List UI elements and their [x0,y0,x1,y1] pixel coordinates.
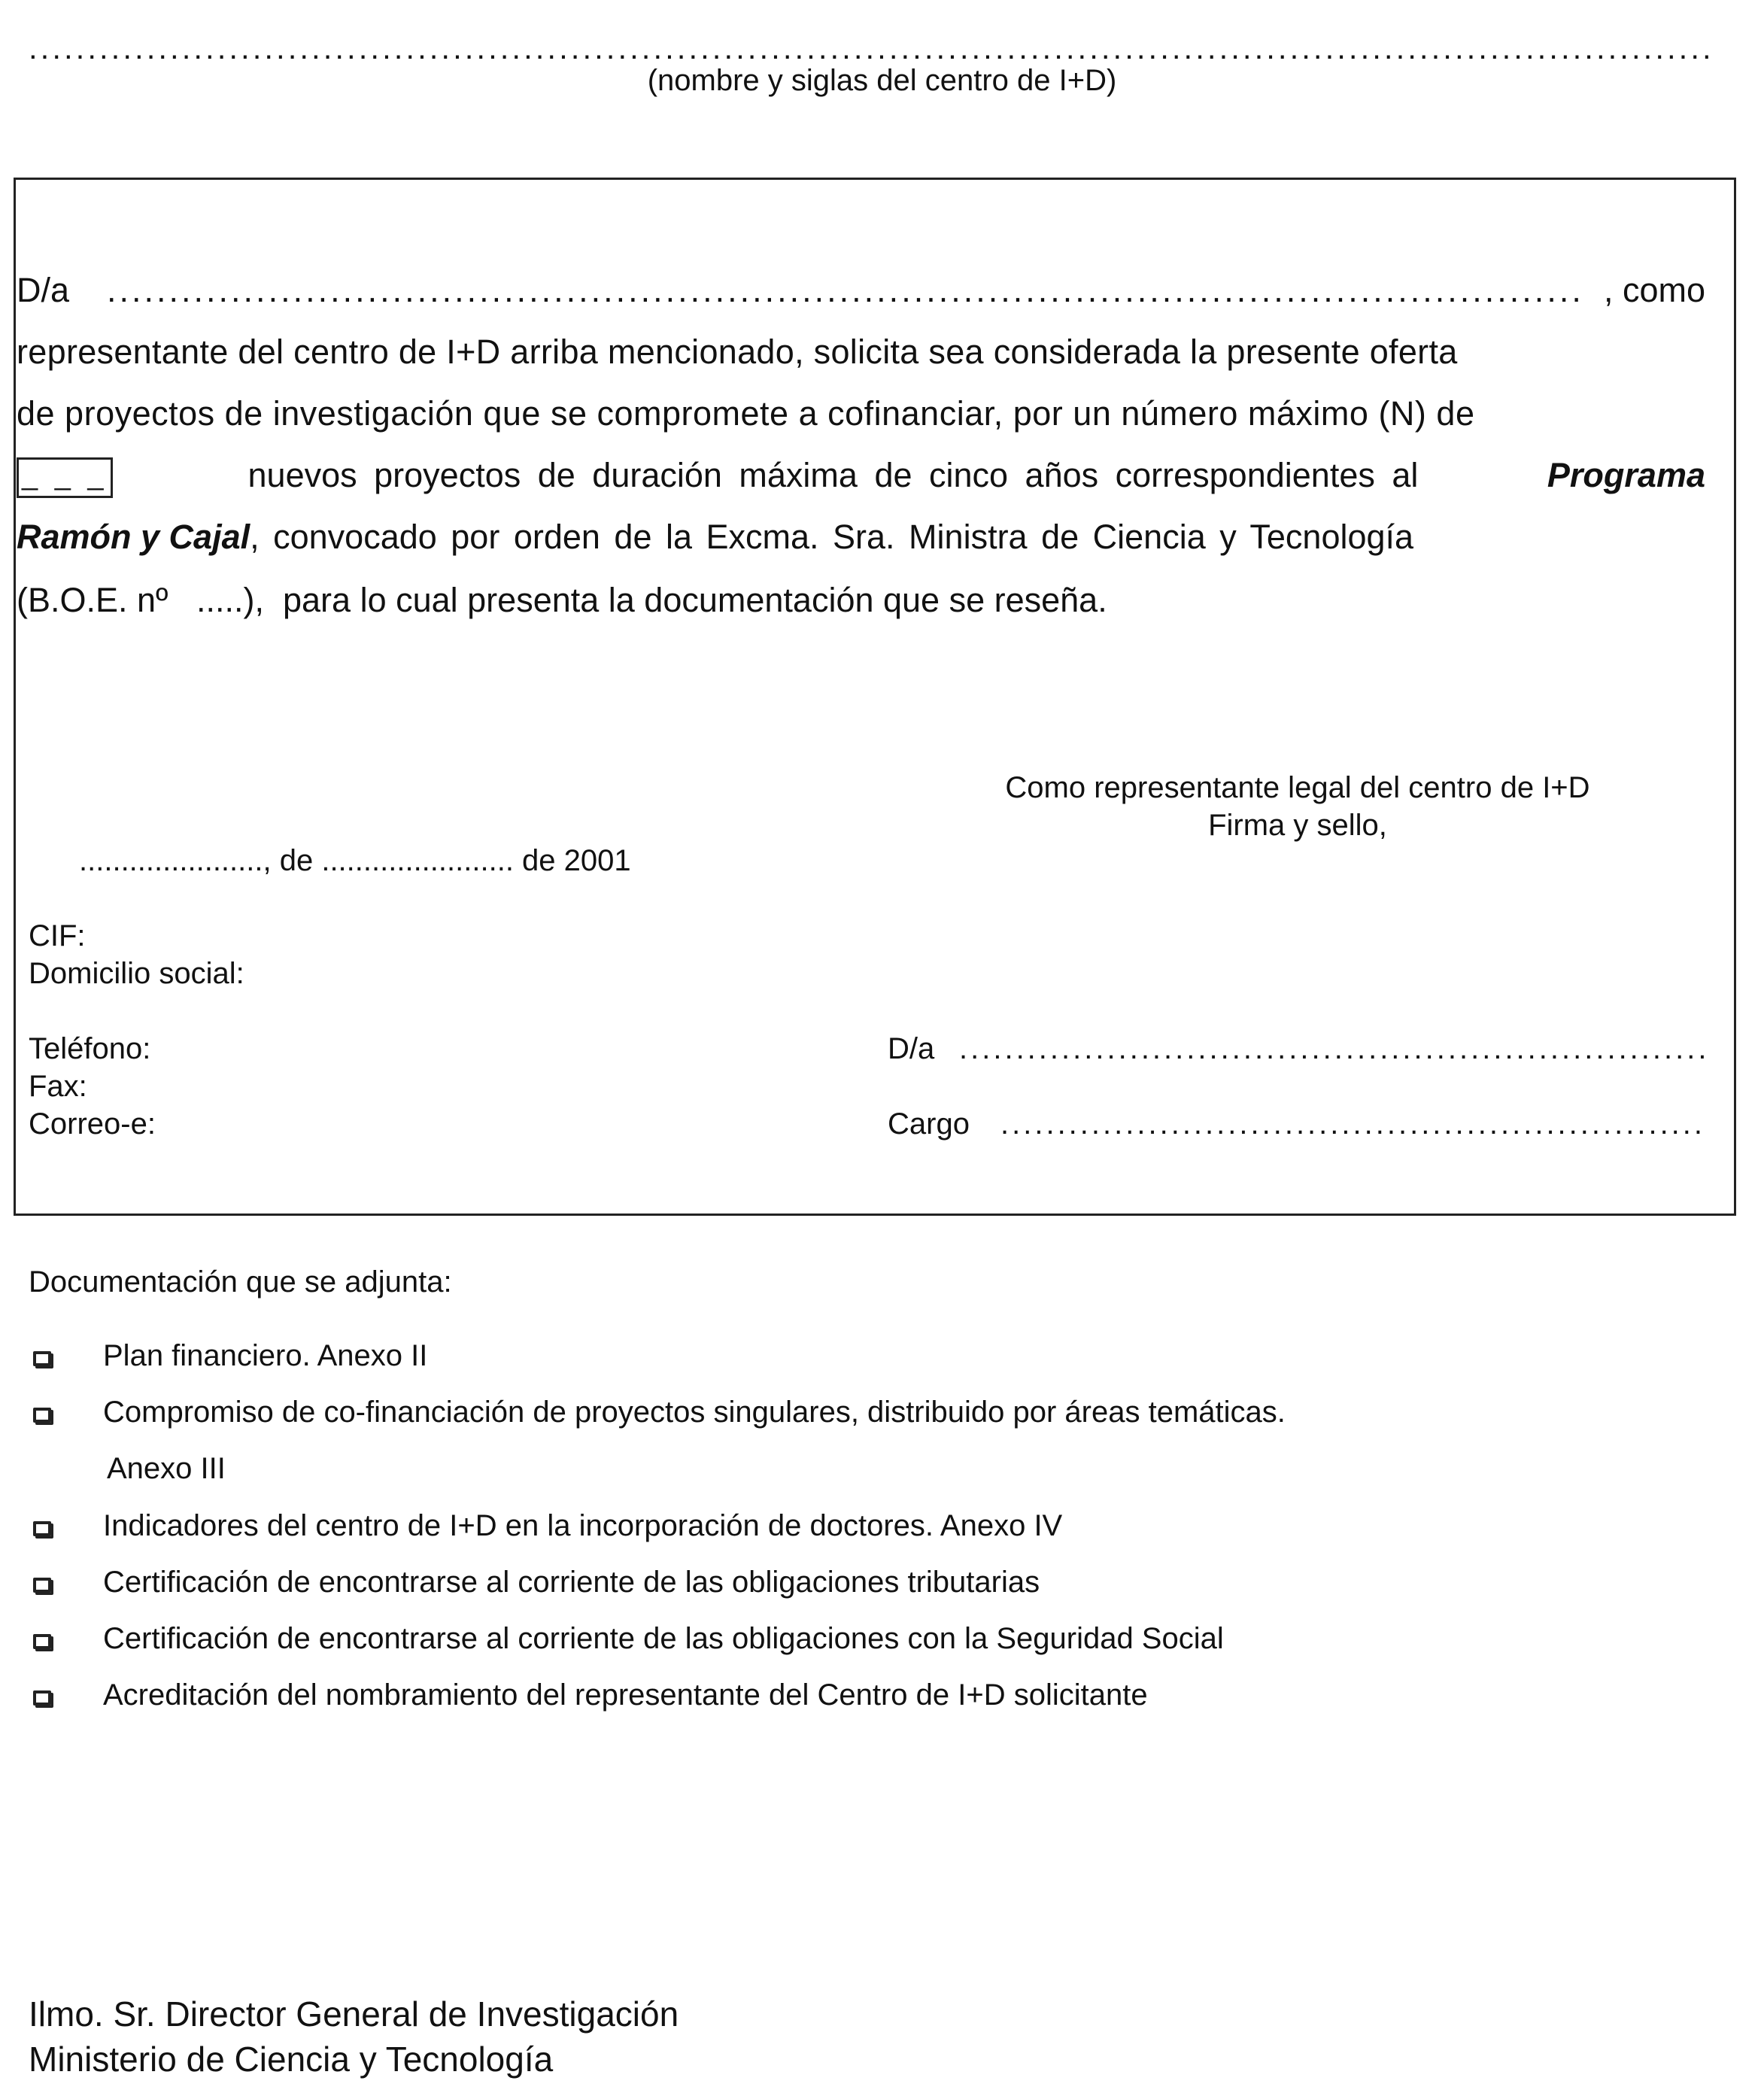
document-item: Certificación de encontrarse al corriente de las obligaciones con la Seguridad Social [103,1622,1224,1655]
checkbox-icon[interactable] [33,1634,51,1649]
signature-label [865,769,1730,844]
line1-end: , como [1603,271,1705,309]
center-name-dotted-line [29,30,1714,68]
signer-name-dotted-line [959,1032,1711,1070]
document-item-continuation: Anexo III [107,1452,226,1485]
addressee-line1: Ilmo. Sr. Director General de Investigación [29,1994,679,2034]
checkbox-icon[interactable] [33,1351,51,1366]
request-line-5 [17,506,1413,568]
representative-name-dotted-line [107,260,1581,305]
checkbox-icon[interactable] [33,1521,51,1536]
line4-text: nuevos proyectos de duración máxima de cinco años correspondientes al [247,456,1419,494]
date-line: ......................, de ....................... de 2001 [79,844,631,877]
cargo-label: Cargo [888,1107,970,1141]
checkbox-icon[interactable] [33,1408,51,1423]
request-line-1 [17,260,1705,321]
domicilio-label: Domicilio social: [29,957,244,990]
request-line-6: (B.O.E. nº .....), para lo cual presenta la documentación que se reseña. [17,581,1107,619]
center-name-caption: (nombre y siglas del centro de I+D) [647,64,1117,97]
cif-label: CIF: [29,919,86,952]
addressee-line2: Ministerio de Ciencia y Tecnología [29,2040,554,2079]
project-count-box[interactable] [17,457,113,498]
signer-da-label: D/a [888,1032,935,1065]
document-item: Plan financiero. Anexo II [103,1339,428,1372]
request-line-2: representante del centro de I+D arriba mencionado, solicita sea considerada la presente oferta [17,333,1458,371]
document-item: Compromiso de co-financiación de proyectos singulares, distribuido por áreas temáticas. [103,1396,1286,1429]
document-item: Acreditación del nombramiento del representante del Centro de I+D solicitante [103,1678,1148,1712]
telefono-label: Teléfono: [29,1032,151,1065]
program-name-part2: Ramón y Cajal [17,518,250,556]
document-item: Indicadores del centro de I+D en la incorporación de doctores. Anexo IV [103,1509,1063,1542]
line5-text: , convocado por orden de la Excma. Sra. Ministra de Ciencia y Tecnología [250,518,1414,556]
checkbox-icon[interactable] [33,1690,51,1706]
document-item: Certificación de encontrarse al corriente de las obligaciones tributarias [103,1566,1040,1599]
da-label: D/a [17,271,70,309]
checkbox-icon[interactable] [33,1578,51,1593]
correo-label: Correo-e: [29,1107,156,1141]
program-name-part1: Programa [1547,456,1705,494]
signature-label-line1: Como representante legal del centro de I+D [1005,771,1590,804]
request-line-4 [17,445,1705,506]
cargo-dotted-line [1000,1107,1700,1145]
documents-heading: Documentación que se adjunta: [29,1265,452,1299]
signature-label-line2: Firma y sello, [1208,809,1387,842]
fax-label: Fax: [29,1070,87,1103]
request-line-3: de proyectos de investigación que se compromete a cofinanciar, por un número máximo (N) de [17,394,1475,433]
